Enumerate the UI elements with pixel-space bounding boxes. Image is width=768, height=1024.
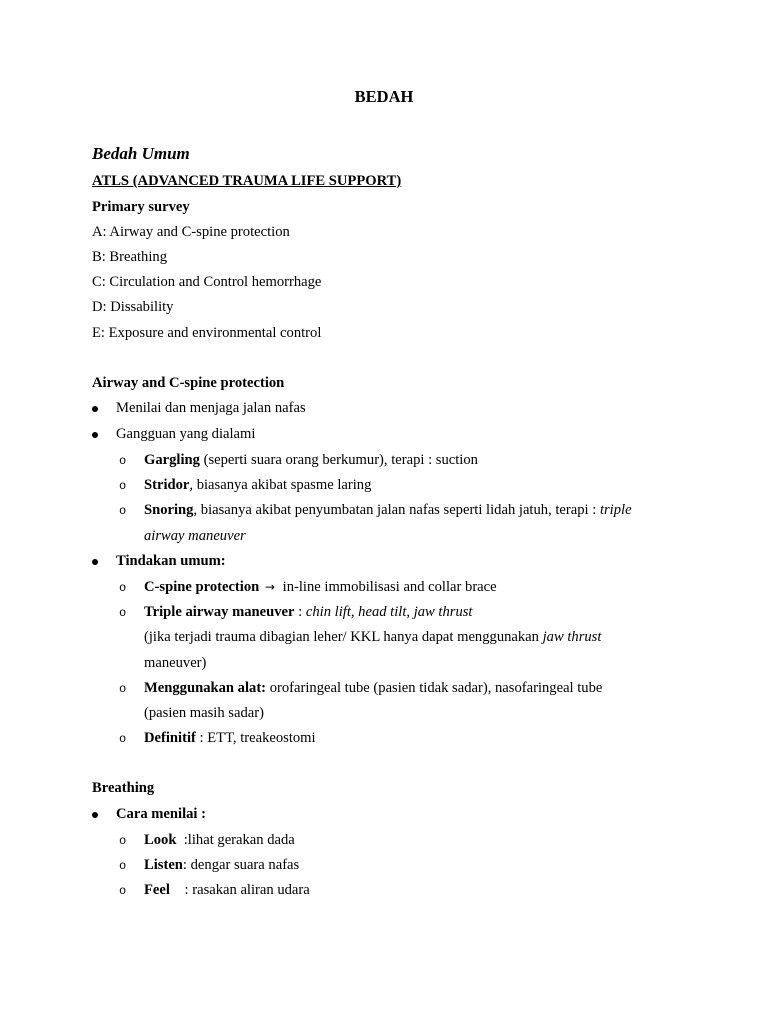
continuation: airway maneuver	[144, 528, 246, 544]
circle-bullet-icon: o	[119, 581, 127, 595]
circle-bullet-icon: o	[119, 884, 127, 898]
list-item: Cara menilai :	[116, 806, 206, 822]
term: Stridor	[144, 477, 190, 493]
page-title: BEDAH	[354, 87, 414, 106]
arrow-icon: →	[264, 580, 275, 594]
sub-item-cspine	[144, 578, 497, 596]
circle-bullet-icon: o	[119, 606, 127, 620]
description: (seperti suara orang berkumur), terapi : suction	[199, 452, 478, 468]
italic-term: chin lift, head tilt, jaw thrust	[305, 604, 473, 620]
primary-survey-item: E: Exposure and environmental control	[92, 325, 322, 341]
term: Snoring	[144, 502, 194, 518]
primary-survey-item: D: Dissability	[92, 299, 174, 315]
term: Triple airway maneuver	[144, 604, 295, 620]
atls-heading: ATLS (ADVANCED TRAUMA LIFE SUPPORT)	[92, 173, 402, 189]
list-item: Menilai dan menjaga jalan nafas	[116, 400, 306, 416]
breathing-heading: Breathing	[92, 780, 155, 796]
description: :lihat gerakan dada	[176, 832, 295, 848]
description: , biasanya akibat penyumbatan jalan nafas seperti lidah jatuh, terapi :	[193, 502, 600, 518]
term: Menggunakan alat:	[144, 680, 267, 696]
circle-bullet-icon: o	[119, 454, 127, 468]
bullet-dot-icon	[92, 432, 98, 438]
term: C-spine protection	[144, 579, 260, 595]
term: Look	[144, 832, 177, 848]
primary-survey-item: C: Circulation and Control hemorrhage	[92, 274, 322, 290]
sub-item-snoring	[144, 501, 632, 519]
separator: :	[294, 604, 306, 620]
term: Gargling	[144, 452, 200, 468]
bullet-dot-icon	[92, 559, 98, 565]
sub-item-triple	[144, 603, 473, 621]
sub-item-look	[144, 831, 295, 849]
bullet-dot-icon	[92, 812, 98, 818]
circle-bullet-icon: o	[119, 504, 127, 518]
note-text: (jika terjadi trauma dibagian leher/ KKL hanya dapat menggunakan	[144, 629, 543, 645]
airway-heading: Airway and C-spine protection	[92, 375, 285, 391]
description: , biasanya akibat spasme laring	[189, 477, 372, 493]
sub-item-stridor	[144, 476, 371, 494]
sub-item-alat	[144, 679, 602, 697]
continuation: maneuver)	[144, 655, 207, 671]
term: Definitif	[144, 730, 196, 746]
section-heading: Bedah Umum	[92, 144, 190, 163]
description: : rasakan aliran udara	[169, 882, 310, 898]
sub-item-gargling	[144, 451, 478, 469]
description: orofaringeal tube (pasien tidak sadar), nasofaringeal tube	[266, 680, 603, 696]
sub-item-definitif	[144, 729, 316, 747]
list-item: Tindakan umum:	[116, 553, 226, 569]
primary-survey-item: A: Airway and C-spine protection	[92, 224, 290, 240]
continuation: (pasien masih sadar)	[144, 705, 264, 721]
primary-survey-heading: Primary survey	[92, 199, 190, 215]
italic-term: triple	[599, 502, 632, 518]
term: Listen	[144, 857, 183, 873]
circle-bullet-icon: o	[119, 859, 127, 873]
description: : ETT, treakeostomi	[195, 730, 316, 746]
description: in-line immobilisasi and collar brace	[282, 579, 497, 595]
circle-bullet-icon: o	[119, 682, 127, 696]
list-item: Gangguan yang dialami	[116, 426, 256, 442]
italic-term: jaw thrust	[542, 629, 602, 645]
bullet-dot-icon	[92, 406, 98, 412]
note	[144, 628, 601, 646]
circle-bullet-icon: o	[119, 732, 127, 746]
sub-item-listen	[144, 856, 299, 874]
sub-item-feel	[144, 881, 310, 899]
primary-survey-item: B: Breathing	[92, 249, 167, 265]
description: : dengar suara nafas	[182, 857, 300, 873]
circle-bullet-icon: o	[119, 834, 127, 848]
term: Feel	[144, 882, 170, 898]
circle-bullet-icon: o	[119, 479, 127, 493]
